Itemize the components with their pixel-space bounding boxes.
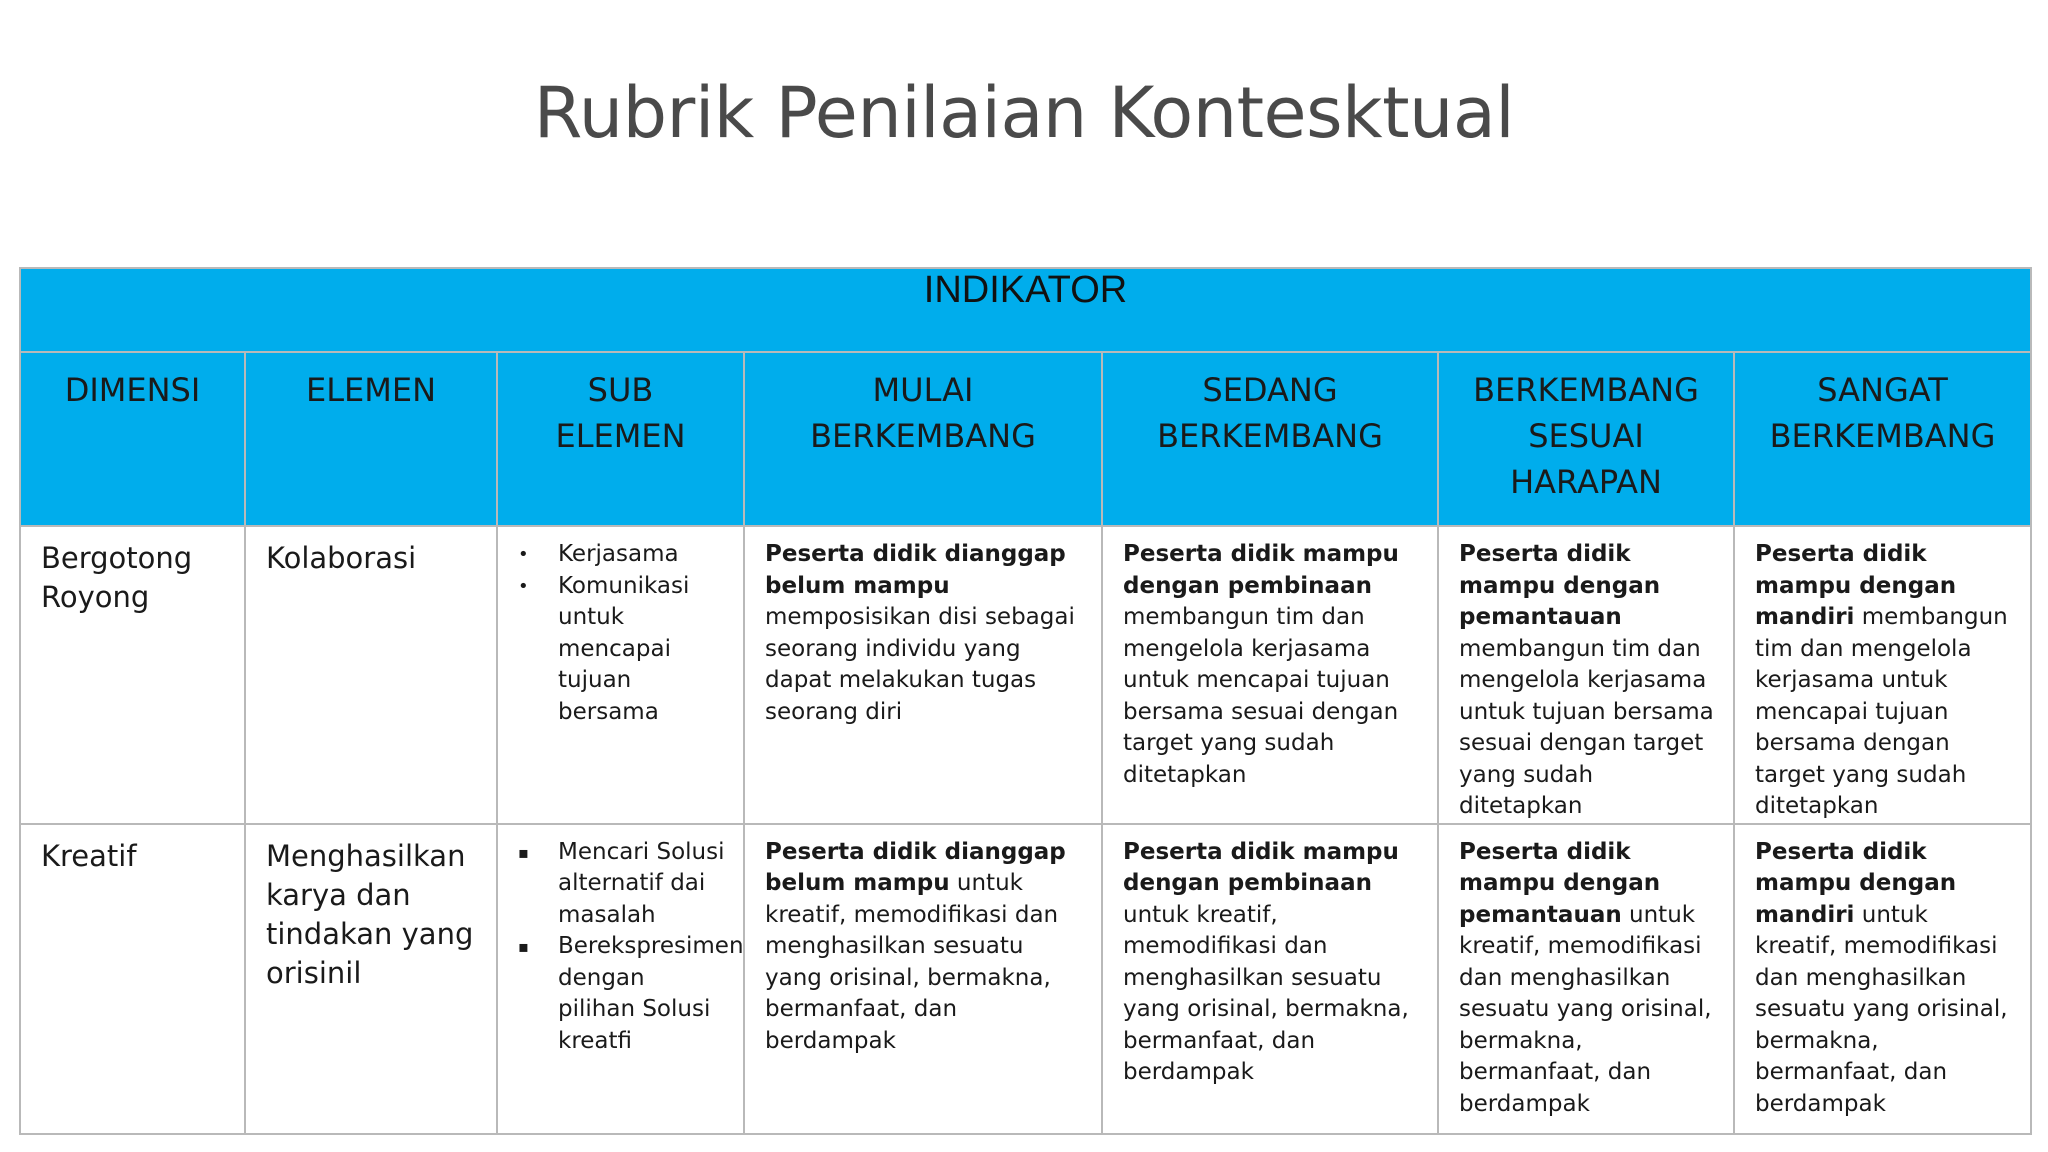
list-item: • Kerjasama — [518, 539, 725, 571]
cell-text: untuk kreatif, memodifikasi dan menghasilkan sesuatu yang orisinal, bermakna, bermanfaat, dan berdampak — [1459, 901, 1712, 1117]
header-mulai-berkembang: MULAI BERKEMBANG — [744, 352, 1102, 526]
table-row — [20, 824, 2031, 1134]
cell-bold-text: Peserta didik mampu dengan pembinaan — [1123, 838, 1399, 896]
cell-bold-text: Peserta didik mampu dengan mandiri — [1755, 541, 1957, 630]
sub-elemen-list — [518, 539, 725, 728]
cell-sangat-berkembang — [1734, 526, 2031, 824]
header-sedang-berkembang: SEDANG BERKEMBANG — [1102, 352, 1438, 526]
cell-sedang-berkembang — [1102, 526, 1438, 824]
cell-text: untuk kreatif, memodifikasi dan menghasilkan sesuatu yang orisinal, bermakna, bermanfaat, dan berdampak — [1123, 901, 1409, 1085]
cell-bold-text: Peserta didik mampu dengan pembinaan — [1123, 541, 1399, 599]
cell-text: membangun tim dan mengelola kerjasama untuk mencapai tujuan bersama dengan target yang sudah ditetapkan — [1755, 604, 2008, 819]
list-item: ▪ Berekspresimen dengan pilihan Solusi kreatfi — [518, 933, 744, 1054]
cell-sedang-berkembang — [1102, 824, 1438, 1134]
cell-bold-text: Peserta didik dianggap belum mampu — [765, 541, 1066, 599]
cell-dimensi: Bergotong Royong — [20, 526, 245, 824]
cell-berkembang-sesuai-harapan — [1438, 824, 1734, 1134]
list-item: ▪ Mencari Solusi alternatif dai masalah — [518, 838, 725, 928]
header-sangat-berkembang: SANGAT BERKEMBANG — [1734, 352, 2031, 526]
rubric-table — [19, 267, 2032, 1135]
square-bullet-icon: ▪ — [518, 937, 529, 956]
header-row — [20, 352, 2031, 526]
cell-elemen: Kolaborasi — [245, 526, 497, 824]
cell-text: membangun tim dan mengelola kerjasama untuk mencapai tujuan bersama sesuai dengan target yang sudah ditetapkan — [1123, 604, 1399, 788]
sub-elemen-list — [518, 837, 744, 1058]
cell-bold-text: Peserta didik dianggap belum mampu — [765, 838, 1066, 896]
cell-bold-text: Peserta didik mampu dengan pemantauan — [1459, 838, 1661, 928]
header-elemen: ELEMEN — [245, 352, 497, 526]
cell-mulai-berkembang — [744, 526, 1102, 824]
bullet-icon: • — [518, 575, 529, 597]
cell-sub-elemen — [497, 824, 744, 1134]
list-item: • Komunikasi untuk mencapai tujuan bersama — [518, 572, 690, 725]
header-sub-elemen: SUB ELEMEN — [497, 352, 744, 526]
cell-text: membangun tim dan mengelola kerjasama untuk tujuan bersama sesuai dengan target yang sudah ditetapkan — [1459, 635, 1714, 819]
page-title: Rubrik Penilaian Kontesktual — [533, 72, 1515, 154]
indikator-row — [20, 268, 2031, 352]
cell-text: untuk kreatif, memodifikasi dan menghasilkan sesuatu yang orisinal, bermakna, bermanfaat, dan berdampak — [765, 870, 1059, 1054]
indikator-header: INDIKATOR — [20, 268, 2031, 352]
cell-berkembang-sesuai-harapan — [1438, 526, 1734, 824]
cell-bold-text: Peserta didik mampu dengan mandiri — [1755, 838, 1957, 928]
cell-text: memposisikan disi sebagai seorang individu yang dapat melakukan tugas seorang diri — [765, 604, 1075, 725]
table-row — [20, 526, 2031, 824]
cell-sangat-berkembang — [1734, 824, 2031, 1134]
cell-dimensi: Kreatif — [20, 824, 245, 1134]
cell-elemen: Menghasilkan karya dan tindakan yang orisinil — [245, 824, 497, 1134]
cell-text: untuk kreatif, memodifikasi dan menghasilkan sesuatu yang orisinal, bermakna, bermanfaat, dan berdampak — [1755, 901, 2008, 1117]
header-berkembang-sesuai-harapan: BERKEMBANG SESUAI HARAPAN — [1438, 352, 1734, 526]
header-dimensi: DIMENSI — [20, 352, 245, 526]
cell-mulai-berkembang — [744, 824, 1102, 1134]
cell-sub-elemen — [497, 526, 744, 824]
square-bullet-icon: ▪ — [518, 842, 529, 862]
cell-bold-text: Peserta didik mampu dengan pemantauan — [1459, 541, 1661, 630]
bullet-icon: • — [518, 544, 529, 565]
